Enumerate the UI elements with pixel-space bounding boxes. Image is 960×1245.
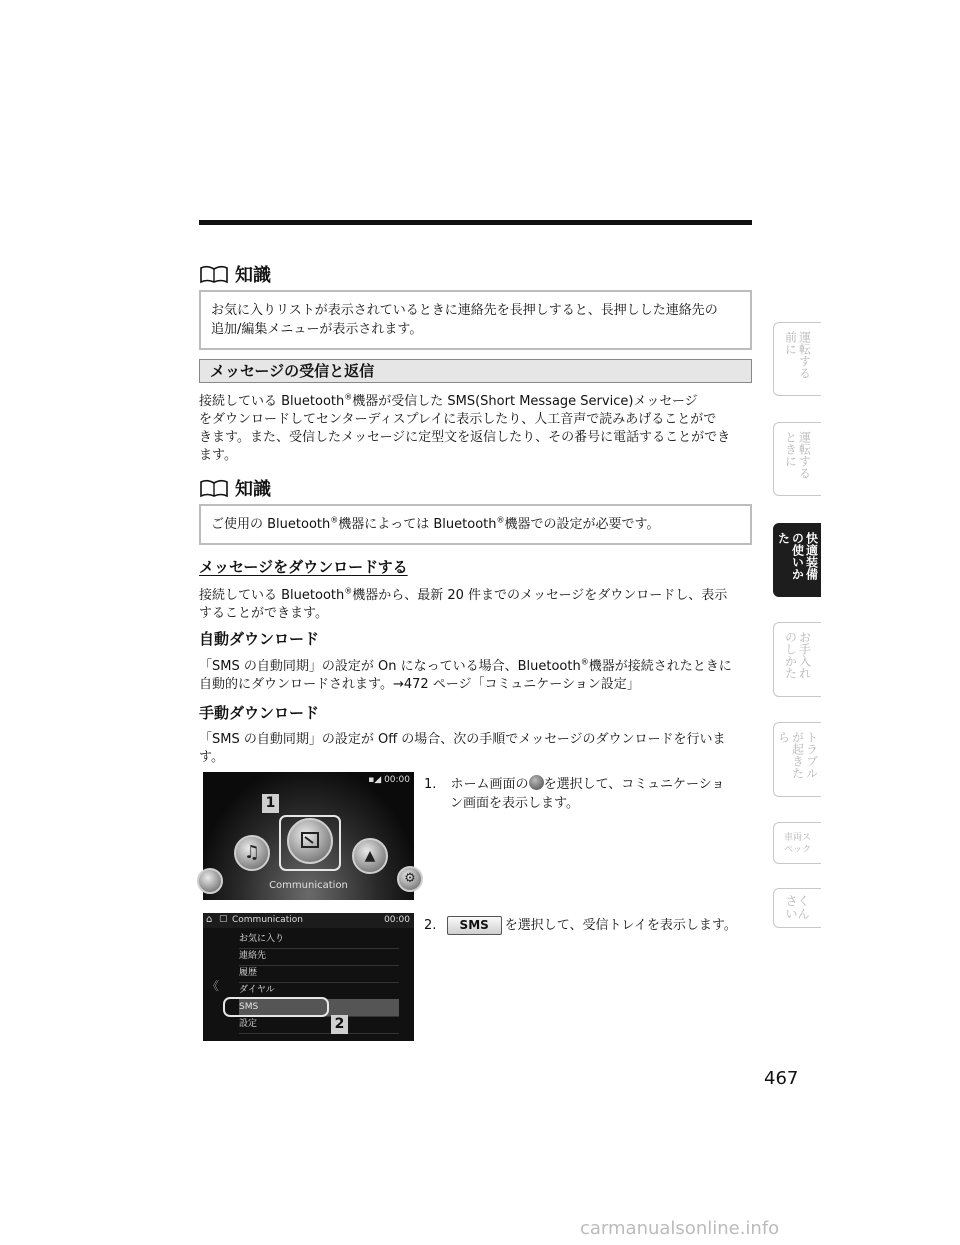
bluetooth-icon: ▪︎◢ bbox=[368, 775, 382, 785]
footer-watermark: carmanualsonline.info bbox=[580, 1218, 780, 1239]
screen-titlebar bbox=[203, 913, 414, 928]
communication-icon bbox=[529, 775, 544, 790]
book-icon bbox=[199, 478, 229, 498]
menu-item-sms[interactable]: SMS bbox=[239, 999, 399, 1017]
menu-item-settings[interactable]: 設定 bbox=[239, 1016, 399, 1034]
step-2: 2. SMS を選択して、受信トレイを表示します。 bbox=[424, 918, 737, 933]
communication-menu-screenshot bbox=[203, 913, 414, 1041]
communication-app-icon[interactable] bbox=[287, 818, 333, 864]
knowledge-note-1 bbox=[199, 262, 752, 350]
message-icon: ▢ bbox=[219, 914, 228, 924]
knowledge-heading: 知識 bbox=[199, 476, 752, 500]
page-number: 467 bbox=[764, 1068, 799, 1089]
manual-download-heading: 手動ダウンロード bbox=[199, 704, 320, 722]
tab-troubleshooting[interactable]: トラブルが起きたら bbox=[773, 722, 821, 797]
tab-comfort-equipment[interactable]: 快適装備の使いかた bbox=[773, 523, 821, 597]
sms-button: SMS bbox=[447, 916, 502, 935]
knowledge-note-2 bbox=[199, 476, 752, 545]
menu-item-contacts[interactable]: 連絡先 bbox=[239, 948, 399, 966]
auto-download-paragraph: 「SMS の自動同期」の設定が On になっている場合、Bluetooth®機器が接続されたときに 自動的にダウンロードされます。→472 ページ「コミュニケーション設定」 bbox=[199, 657, 732, 692]
step-1: 1. ホーム画面の を選択して、コミュニケーショ ン画面を表示します。 bbox=[424, 777, 725, 811]
clock: 00:00 bbox=[384, 915, 410, 925]
download-heading: メッセージをダウンロードする bbox=[199, 558, 408, 576]
download-paragraph: 接続している Bluetooth®機器から、最新 20 件までのメッセージをダウンロードし、表示 することができます。 bbox=[199, 586, 728, 621]
knowledge-text: ご使用の Bluetooth®機器によっては Bluetooth®機器での設定が必要です。 bbox=[199, 504, 752, 545]
tab-maintenance[interactable]: お手入れのしかた bbox=[773, 622, 821, 697]
music-app-icon: ♫ bbox=[234, 835, 270, 871]
top-rule bbox=[199, 220, 752, 225]
tab-while-driving[interactable]: 運転するときに bbox=[773, 422, 821, 496]
screen-label: Communication bbox=[269, 880, 348, 891]
settings-app-icon: ⚙ bbox=[397, 866, 423, 892]
menu-item-favorites[interactable]: お気に入り bbox=[239, 931, 399, 949]
tab-specifications[interactable]: 車両スペック bbox=[773, 822, 821, 864]
manual-download-paragraph: 「SMS の自動同期」の設定が Off の場合、次の手順でメッセージのダウンロードを行いま す。 bbox=[199, 732, 726, 765]
callout-number: 2 bbox=[331, 1015, 348, 1034]
menu-item-dial[interactable]: ダイヤル bbox=[239, 982, 399, 1000]
navigation-app-icon: ▲ bbox=[352, 838, 388, 874]
screen-title: Communication bbox=[232, 915, 303, 925]
message-icon bbox=[289, 820, 331, 862]
tab-index[interactable]: さくいん bbox=[773, 888, 821, 928]
knowledge-heading: 知識 bbox=[199, 262, 752, 286]
knowledge-text: お気に入りリストが表示されているときに連絡先を長押しすると、長押しした連絡先の 追加/編集メニューが表示されます。 bbox=[199, 290, 752, 350]
book-icon bbox=[199, 264, 229, 284]
section-title: メッセージの受信と返信 bbox=[199, 359, 752, 383]
tab-before-driving[interactable]: 運転する前に bbox=[773, 322, 821, 396]
intro-paragraph: 接続している Bluetooth®機器が受信した SMS(Short Message Service)メッセージ をダウンロードしてセンターディスプレイに表示したり、人工音声で読みあげることがで きます。また、受信したメッセージに定型文を返信したり、その番号に電話することができ ます。 bbox=[199, 392, 731, 463]
status-bar: ▪︎◢ 00:00 bbox=[368, 775, 410, 785]
home-screen-screenshot bbox=[203, 772, 414, 900]
auto-download-heading: 自動ダウンロード bbox=[199, 630, 320, 648]
back-chevron-icon[interactable]: 《 bbox=[207, 979, 220, 993]
callout-number: 1 bbox=[262, 794, 279, 813]
callout-highlight bbox=[223, 997, 329, 1017]
menu-item-history[interactable]: 履歴 bbox=[239, 965, 399, 983]
home-icon: ⌂ bbox=[206, 914, 213, 925]
